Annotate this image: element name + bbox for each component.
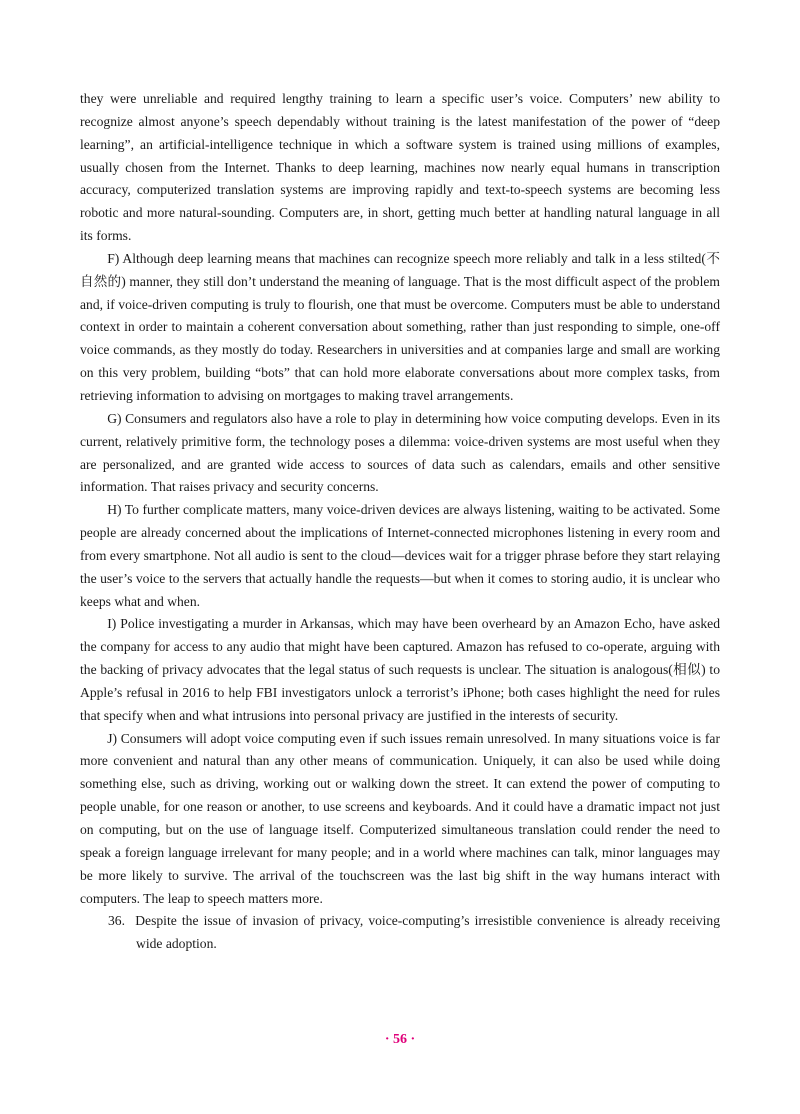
paragraph-i: I) Police investigating a murder in Arkansas, which may have been overheard by an Amazon Echo, have asked the company for access to any audio that might have been captured. Amazon has refused to co-operate, arguing with the backing of privacy advocates that the legal status of such requests is unclear. The situation is analogous(相似) to Apple’s refusal in 2016 to help FBI investigators unlock a terrorist’s iPhone; both cases highlight the need for rules that specify when and what intrusions into personal privacy are justified in the interests of security. [80,616,720,723]
paragraph-h: H) To further complicate matters, many voice-driven devices are always listening, waiting to be activated. Some people are already concerned about the implications of Internet-connected microphones listening in every room and from every smartphone. Not all audio is sent to the cloud—devices wait for a trigger phrase before they start relaying the user’s voice to the servers that actually handle the requests—but when it comes to storing audio, it is unclear who keeps what and when. [80,502,720,609]
question-number: 36. [108,913,125,929]
paragraph-f: F) Although deep learning means that machines can recognize speech more reliably and talk in a less stilted(不自然的) manner, they still don’t understand the meaning of language. That is the most difficult aspect of the problem and, if voice-driven computing is truly to flourish, one that must be overcome. Computers must be able to understand context in order to maintain a coherent conversation about something, rather than just responding to simple, one-off voice commands, as they mostly do today. Researchers in universities and at companies large and small are working on this very problem, building “bots” that can hold more elaborate conversations about more complex tasks, from retrieving information to advising on mortgages to making travel arrangements. [80,250,720,403]
question-text: Despite the issue of invasion of privacy, voice-computing’s irresistible convenience is already receiving wide adoption. [135,913,721,952]
paragraph-j: J) Consumers will adopt voice computing even if such issues remain unresolved. In many situations voice is far more convenient and natural than any other means of communication. Uniquely, it can also be used while doing something else, such as driving, working out or walking down the street. It can extend the power of computing to people unable, for one reason or another, to use screens and keyboards. And it could have a dramatic impact not just on computing, but on the use of language itself. Computerized simultaneous translation could render the need to speak a foreign language irrelevant for many people; and in a world where machines can talk, minor languages may be more likely to survive. The arrival of the touchscreen was the last big shift in the way humans interact with computers. The leap to speech matters more. [80,730,720,906]
question-36 [80,910,720,956]
paragraph-g: G) Consumers and regulators also have a role to play in determining how voice computing develops. Even in its current, relatively primitive form, the technology poses a dilemma: voice-driven systems are most useful when they are personalized, and are granted wide access to sources of data such as calendars, emails and other sensitive information. That raises privacy and security concerns. [80,410,720,495]
document-body [80,88,720,956]
page-number: · 56 · [384,1032,416,1047]
paragraph-e-continued: they were unreliable and required lengthy training to learn a specific user’s voice. Computers’ new ability to recognize almost anyone’s speech dependably without training is the latest manifestation of the power of “deep learning”, an artificial-intelligence technique in which a software system is trained using millions of examples, usually chosen from the Internet. Thanks to deep learning, machines now nearly equal humans in transcription accuracy, computerized translation systems are improving rapidly and text-to-speech systems are becoming less robotic and more natural-sounding. Computers are, in short, getting much better at handling natural language in all its forms. [80,91,720,244]
